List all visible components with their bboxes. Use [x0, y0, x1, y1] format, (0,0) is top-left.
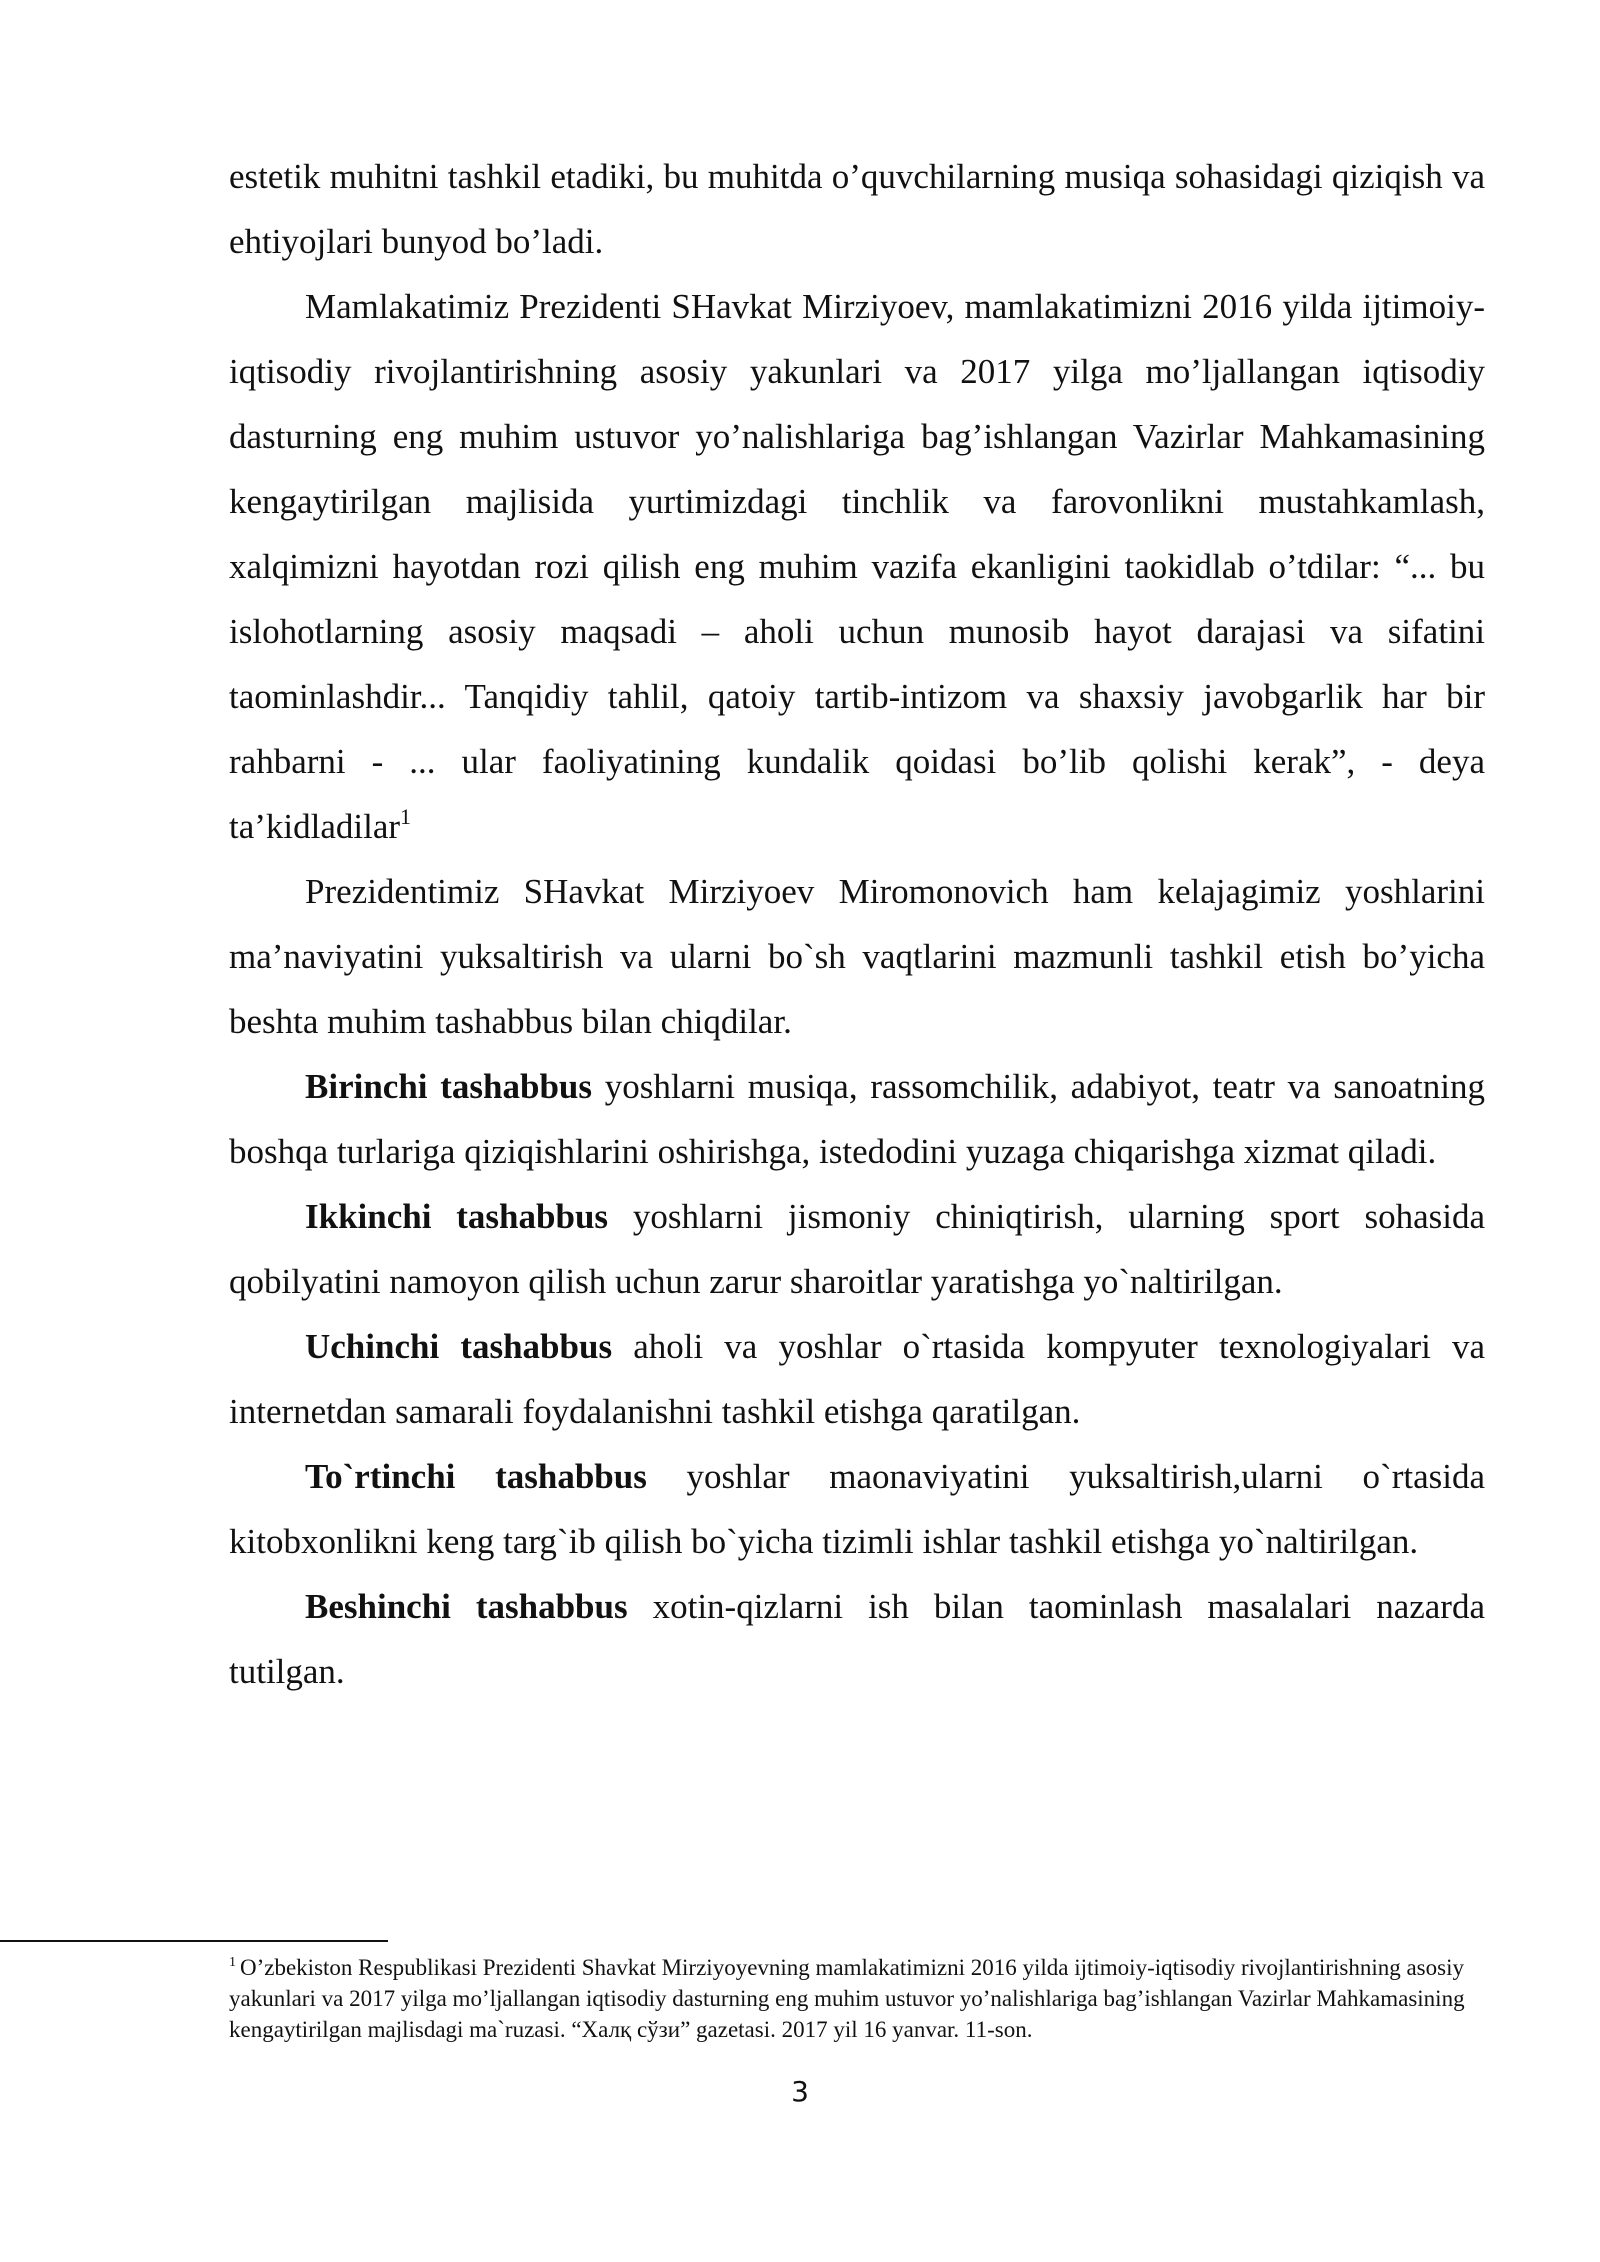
paragraph-initiative-1	[229, 1054, 1485, 1184]
paragraph-five-initiatives	[229, 859, 1485, 1054]
footnote	[229, 1952, 1485, 2045]
footnote-text: O’zbekiston Respublikasi Prezidenti Shavkat Mirziyoyevning mamlakatimizni 2016 yilda ijtimoiy-iqtisodiy rivojlantirishning asosiy yakunlari va 2017 yilga mo’ljallangan iqtisodiy dasturning eng muhim ustuvor yo’nalishlariga bag’ishlangan Vazirlar Mahkamasining kengaytirilgan majlisdagi ma`ruzasi. “Халқ сўзи” gazetasi. 2017 yil 16 yanvar. 11-son.	[229, 1955, 1465, 2042]
paragraph-text: aholi va yoshlar o`rtasida kompyuter texnologiyalari va internetdan samarali foydalanishni tashkil etishga qaratilgan.	[229, 1327, 1485, 1431]
paragraph-text: estetik muhitni tashkil etadiki, bu muhitda o’quvchilarning musiqa sohasidagi qiziqish va ehtiyojlari bunyod bo’ladi.	[229, 157, 1485, 261]
body-text	[229, 144, 1485, 1704]
page-number: 3	[791, 2075, 809, 2108]
paragraph-text: Prezidentimiz SHavkat Mirziyoev Miromonovich ham kelajagimiz yoshlarini ma’naviyatini yuksaltirish va ularni bo`sh vaqtlarini mazmunli tashkil etish bo’yicha beshta muhim tashabbus bilan chiqdilar.	[229, 872, 1485, 1041]
paragraph-text: yoshlar maonaviyatini yuksaltirish,ularni o`rtasida kitobxonlikni keng targ`ib qilish bo`yicha tizimli ishlar tashkil etishga yo`naltirilgan.	[229, 1457, 1485, 1561]
footnote-marker: 1	[229, 1955, 236, 1970]
paragraph-text: Mamlakatimiz Prezidenti SHavkat Mirziyoev, mamlakatimizni 2016 yilda ijtimoiy-iqtisodiy rivojlantirishning asosiy yakunlari va 2017 yilga mo’ljallangan iqtisodiy dasturning eng muhim ustuvor yo’nalishlariga bag’ishlangan Vazirlar Mahkamasining kengaytirilgan majlisida yurtimizdagi tinchlik va farovonlikni mustahkamlash, xalqimizni hayotdan rozi qilish eng muhim vazifa ekanligini taokidlab o’tdilar: “... bu islohotlarning asosiy maqsadi – aholi uchun munosib hayot darajasi va sifatini taominlashdir... Tanqidiy tahlil, qatoiy tartib-intizom va shaxsiy javobgarlik har bir rahbarni - ... ular faoliyatining kundalik qoidasi bo’lib qolishi kerak”, - deya ta’kidladilar	[229, 287, 1485, 846]
initiative-heading: Birinchi tashabbus	[305, 1067, 593, 1106]
paragraph-text: yoshlarni jismoniy chiniqtirish, ularning sport sohasida qobilyatini namoyon qilish uchun zarur sharoitlar yaratishga yo`naltirilgan.	[229, 1197, 1485, 1301]
paragraph-president-quote	[229, 274, 1485, 859]
footnote-reference[interactable]: 1	[400, 804, 412, 829]
paragraph-text: xotin-qizlarni ish bilan taominlash masalalari nazarda tutilgan.	[229, 1587, 1485, 1691]
paragraph-initiative-5	[229, 1574, 1485, 1704]
paragraph-text: yoshlarni musiqa, rassomchilik, adabiyot, teatr va sanoatning boshqa turlariga qiziqishlarini oshirishga, istedodini yuzaga chiqarishga xizmat qiladi.	[229, 1067, 1485, 1171]
initiative-heading: To`rtinchi tashabbus	[305, 1457, 647, 1496]
footnote-separator	[0, 1940, 388, 1942]
paragraph-initiative-4	[229, 1444, 1485, 1574]
paragraph-initiative-2	[229, 1184, 1485, 1314]
initiative-heading: Uchinchi tashabbus	[305, 1327, 613, 1366]
paragraph-initiative-3	[229, 1314, 1485, 1444]
paragraph-continuation	[229, 144, 1485, 274]
initiative-heading: Beshinchi tashabbus	[305, 1587, 628, 1626]
initiative-heading: Ikkinchi tashabbus	[305, 1197, 609, 1236]
